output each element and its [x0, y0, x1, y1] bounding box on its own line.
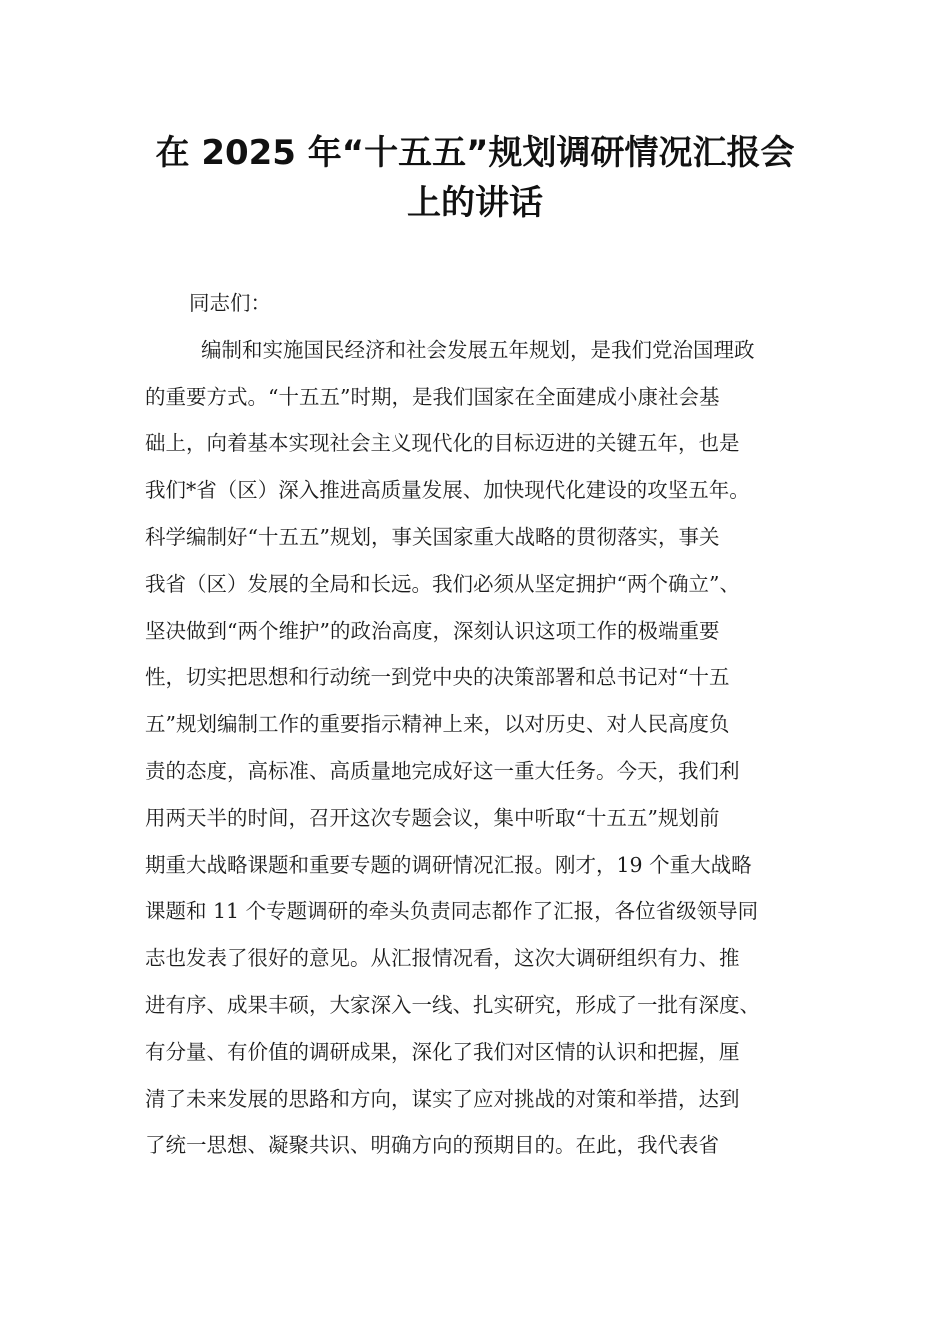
paragraph-line: 的重要方式。“十五五”时期，是我们国家在全面建成小康社会基 — [145, 384, 720, 409]
salutation: 同志们： — [189, 291, 271, 315]
document-title — [120, 128, 830, 228]
paragraph-line: 科学编制好“十五五”规划，事关国家重大战略的贯彻落实，事关 — [145, 524, 720, 549]
paragraph-line: 有分量、有价值的调研成果，深化了我们对区情的认识和把握，厘 — [145, 1039, 740, 1064]
paragraph-line: 进有序、成果丰硕，大家深入一线、扎实研究，形成了一批有深度、 — [145, 992, 760, 1017]
paragraph-line: 五”规划编制工作的重要指示精神上来，以对历史、对人民高度负 — [145, 712, 730, 737]
paragraph-line: 础上，向着基本实现社会主义现代化的目标迈进的关键五年，也是 — [145, 431, 740, 456]
paragraph-line: 用两天半的时间，召开这次专题会议，集中听取“十五五”规划前 — [145, 805, 720, 830]
paragraph-line: 责的态度，高标准、高质量地完成好这一重大任务。今天，我们利 — [145, 758, 740, 783]
paragraph-line: 清了未来发展的思路和方向，谋实了应对挑战的对策和举措，达到 — [145, 1086, 740, 1111]
title-line-1: 在 2025 年“十五五”规划调研情况汇报会 — [155, 133, 795, 173]
paragraph-line: 坚决做到“两个维护”的政治高度，深刻认识这项工作的极端重要 — [145, 618, 720, 643]
paragraph-line: 期重大战略课题和重要专题的调研情况汇报。刚才，19 个重大战略 — [145, 852, 752, 877]
paragraph-line: 编制和实施国民经济和社会发展五年规划，是我们党治国理政 — [201, 337, 755, 362]
paragraph-line: 我省（区）发展的全局和长远。我们必须从坚定拥护“两个确立”、 — [145, 571, 740, 596]
paragraph-line: 了统一思想、凝聚共识、明确方向的预期目的。在此，我代表省 — [145, 1133, 719, 1158]
paragraph-line: 志也发表了很好的意见。从汇报情况看，这次大调研组织有力、推 — [145, 946, 740, 971]
title-line-2: 上的讲话 — [407, 183, 543, 223]
paragraph-line: 课题和 11 个专题调研的牵头负责同志都作了汇报，各位省级领导同 — [145, 899, 759, 924]
paragraph-line: 我们*省（区）深入推进高质量发展、加快现代化建设的攻坚五年。 — [145, 478, 750, 503]
document-body — [145, 280, 825, 1169]
paragraph-line: 性，切实把思想和行动统一到党中央的决策部署和总书记对“十五 — [145, 665, 730, 690]
